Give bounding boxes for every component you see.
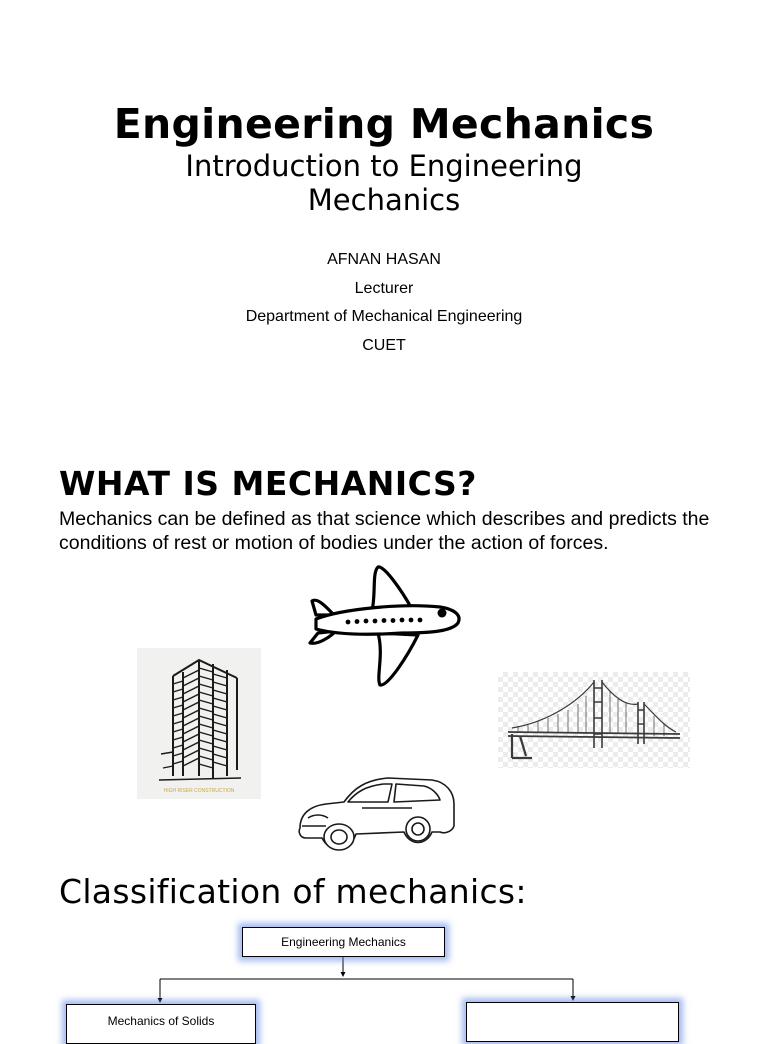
author-position: Lecturer [354,279,414,297]
flowchart-left-box [66,1004,256,1044]
flowchart-right-box [466,1002,679,1042]
mechanics-heading: WHAT IS MECHANICS? [59,464,477,503]
slide-title: Engineering Mechanics [113,100,655,148]
classification-heading: Classification of mechanics: [59,872,527,911]
flowchart-root-label: Engineering Mechanics [281,935,406,949]
flowchart-left-label: Mechanics of Solids [107,1014,215,1028]
author-institution: CUET [362,336,406,354]
building-caption: HIGH RISER CONSTRUCTION [163,788,235,794]
slide-subtitle: Introduction to Engineering Mechanics [185,149,583,217]
flowchart-root-box [242,927,445,957]
mechanics-definition: Mechanics can be defined as that science which describes and predicts the conditions of rest or motion of bodies under the action of forces. [59,508,710,554]
author-name: AFNAN HASAN [327,251,441,268]
author-department: Department of Mechanical Engineering [245,308,523,325]
